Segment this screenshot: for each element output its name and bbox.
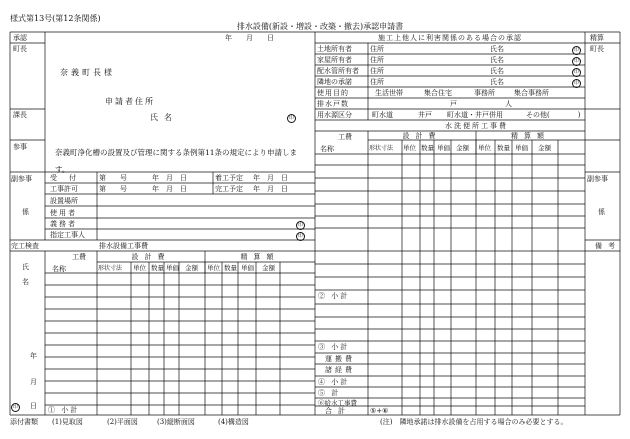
usage-opt-3: 集合事務所 <box>514 89 549 97</box>
water-opt-3: その他( ) <box>526 111 581 119</box>
suisen-col-5: 単位 <box>478 144 491 152</box>
subtotal-2: ② 小計 <box>318 292 350 300</box>
chakko-label: 着工予定 <box>215 174 243 182</box>
usage-label: 使用目的 <box>317 89 349 97</box>
applicant-address-label: 申請者住所 <box>105 97 155 106</box>
consent-row-0-label: 土地所有者 <box>317 45 352 53</box>
shi-char: 氏 <box>22 263 29 271</box>
kacho-label: 課長 <box>13 111 27 119</box>
kakari-label: 係 <box>22 208 29 216</box>
footer-note: (注) 隣地承諾は排水設備を占用する場合のみ必要とする。 <box>380 418 568 426</box>
fuku-sanji-label: 副参事 <box>11 175 32 183</box>
haisui-col-6: 数量 <box>224 264 237 272</box>
nichi-char: 日 <box>30 402 37 410</box>
consent-row-2-addr: 住所 <box>370 67 384 75</box>
subtotal-4: ④ 小計 <box>318 378 350 386</box>
suisen-kohi: 工費 <box>338 133 352 141</box>
kyoka-number: 第 号 <box>99 185 127 193</box>
haisui-col-3: 単価 <box>166 264 179 272</box>
setchi-basho-label: 設置場所 <box>50 197 78 205</box>
right-fuku-sanji-label: 副参事 <box>587 175 608 183</box>
total-6: ⑥給水工事費 <box>318 399 357 407</box>
uketsuke-number: 第 号 <box>99 174 127 182</box>
haisui-kohi: 工費 <box>72 253 86 261</box>
haisui-kosu-label: 排水戸数 <box>317 100 349 108</box>
haisui-col-2: 数量 <box>151 264 164 272</box>
uketsuke-date: 年 月 日 <box>152 174 187 182</box>
usage-opt-0: 生活世帯 <box>375 89 403 97</box>
haisui-col-5: 単位 <box>207 264 220 272</box>
consent-row-2-name: 氏名 <box>490 67 504 75</box>
total-5: ⑤ 計 <box>318 389 341 397</box>
consent-row-1-addr: 住所 <box>370 56 384 64</box>
uketsuke-label: 受付 <box>50 174 88 182</box>
addressee: 奈義町長様 <box>60 68 115 77</box>
attachment-4: (4)構造図 <box>218 418 249 426</box>
gimusha-label: 義務者 <box>50 220 77 228</box>
haisui-col-4: 金額 <box>185 264 198 272</box>
consent-title: 施工上他人に利害関係のある場合の承認 <box>378 34 522 42</box>
haisui-meisho: 名称 <box>52 265 66 273</box>
consent-row-3-addr: 住所 <box>370 78 384 86</box>
subtotal-1: ① 小計 <box>48 406 80 414</box>
ko-unit: 戸 <box>450 100 457 108</box>
subtotal-3: ③ 小計 <box>318 343 350 351</box>
kanko-label: 完工検査 <box>11 242 39 250</box>
kanko-yotei-date: 年 月 日 <box>253 185 288 193</box>
right-biko-label: 備考 <box>595 242 621 250</box>
water-opt-2: 町水道・井戸併用 <box>447 111 503 119</box>
grand-total-label: 合計 <box>325 407 351 415</box>
form-number: 様式第13号(第12条関係) <box>10 14 101 23</box>
consent-row-1-seal: 印 <box>573 58 579 64</box>
usage-opt-2: 事務所 <box>474 89 495 97</box>
koji-kyoka-label: 工事許可 <box>50 185 78 193</box>
gimusha-seal: 印 <box>297 222 303 228</box>
haisui-col-1: 単位 <box>133 264 146 272</box>
water-opt-1: 井戸 <box>418 111 432 119</box>
attachment-2: (2)平面図 <box>107 418 138 426</box>
suisen-sekkei: 設計費 <box>402 132 442 140</box>
suisen-col-3: 単価 <box>437 144 450 152</box>
suisen-col-6: 数量 <box>497 144 510 152</box>
application-date: 年 月 日 <box>225 34 274 42</box>
shonin-label: 承認 <box>13 34 27 42</box>
attachments-label: 添付書類 <box>10 418 38 426</box>
gatsu-char: 月 <box>30 378 37 386</box>
suisen-title: 水洗便所工事費 <box>445 122 508 130</box>
haisui-col-8: 金額 <box>262 264 275 272</box>
unpan-hi: 運搬費 <box>325 355 355 363</box>
haisui-col-7: 単価 <box>241 264 254 272</box>
kanko-seal: 印 <box>12 404 18 410</box>
consent-row-0-addr: 住所 <box>370 45 384 53</box>
attachment-1: (1)見取図 <box>52 418 83 426</box>
chocho-label: 町長 <box>13 45 27 53</box>
sanji-label: 参事 <box>13 143 27 151</box>
water-opt-0: 町水道 <box>372 111 393 119</box>
form-title: 排水設備(新設・増設・改築・撤去)承認申請書 <box>236 22 404 31</box>
suisen-seisan: 精算額 <box>511 132 550 140</box>
water-source-label: 用水源区分 <box>317 111 352 119</box>
consent-row-3-seal: 印 <box>573 80 579 86</box>
kyoka-date: 年 月 日 <box>152 185 187 193</box>
haisui-sekkei: 設計費 <box>131 253 171 261</box>
mei-char: 名 <box>22 278 29 286</box>
right-cho-label: 町長 <box>590 45 604 53</box>
consent-row-2-label: 配水管所有者 <box>317 67 359 75</box>
kojinin-seal: 印 <box>297 233 303 239</box>
suisen-col-1: 単位 <box>403 144 416 152</box>
applicant-seal: 印 <box>288 115 294 121</box>
haisui-seisan: 精算額 <box>240 253 280 261</box>
usage-opt-1: 集合住宅 <box>424 89 452 97</box>
suisen-col-8: 金額 <box>538 144 551 152</box>
grand-total-formula: ⑤+⑥ <box>370 407 389 415</box>
haisui-col-0: 形状寸法 <box>98 265 123 272</box>
kanko-yotei-label: 完工予定 <box>215 185 243 193</box>
right-seisan-label: 精算 <box>590 34 604 42</box>
nin-unit: 人 <box>505 100 512 108</box>
shokei-hi: 諸経費 <box>325 366 355 374</box>
nen-char: 年 <box>30 352 37 360</box>
applicant-name-label: 氏名 <box>150 113 178 122</box>
attachment-3: (3)縦断面図 <box>157 418 195 426</box>
consent-row-2-seal: 印 <box>573 69 579 75</box>
consent-row-3-label: 隣地の承諾 <box>317 78 352 86</box>
consent-row-1-label: 家屋所有者 <box>317 56 352 64</box>
suisen-col-2: 数量 <box>421 144 434 152</box>
suisen-meisho: 名称 <box>320 145 334 153</box>
consent-row-0-name: 氏名 <box>490 45 504 53</box>
chakko-date: 年 月 日 <box>253 174 288 182</box>
suisen-col-0: 形状寸法 <box>369 145 394 152</box>
consent-row-3-name: 氏名 <box>490 78 504 86</box>
suisen-col-7: 単価 <box>515 144 528 152</box>
consent-row-1-name: 氏名 <box>490 56 504 64</box>
suisen-col-4: 金額 <box>456 144 469 152</box>
shitei-kojinin-label: 指定工事人 <box>50 231 85 239</box>
right-kakari-label: 係 <box>598 208 605 216</box>
application-body: 奈義町浄化槽の設置及び管理に関する条例第11条の規定により申請します。 <box>55 148 298 174</box>
consent-row-0-seal: 印 <box>573 47 579 53</box>
shiyosha-label: 使用者 <box>50 209 77 217</box>
haisui-koji-title: 排水設備工事費 <box>99 242 148 250</box>
